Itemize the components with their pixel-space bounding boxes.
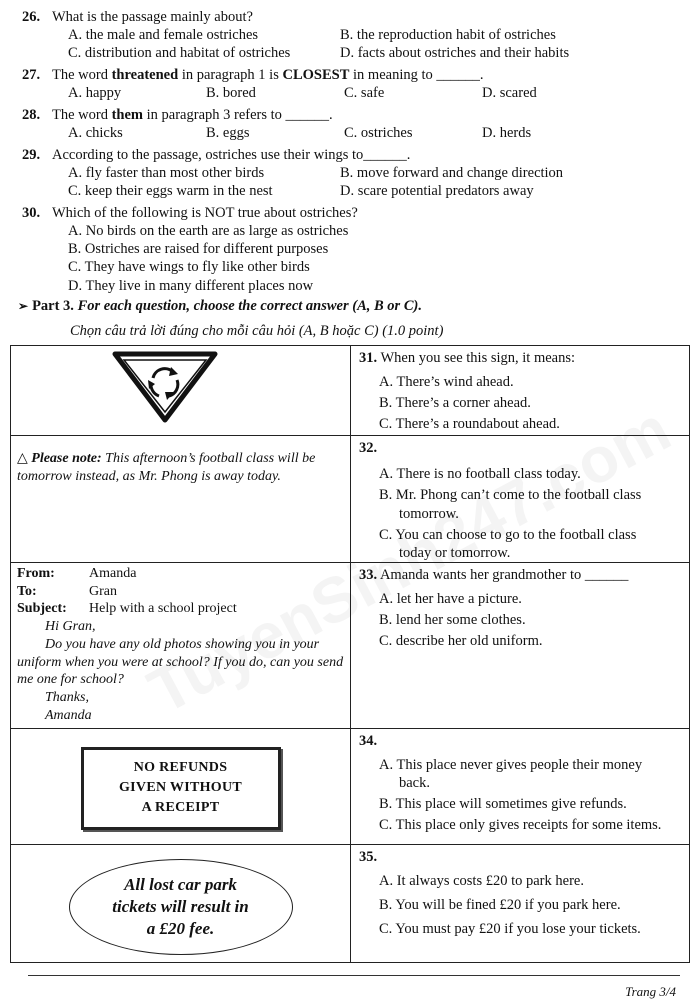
table-row — [11, 436, 690, 563]
part3-instruction: For each question, choose the correct answer (A, B or C). — [77, 298, 422, 314]
email: From: Amanda To: Gran Subject: Help with a school project Hi Gran, Do you have any old photos showing you in your uniform when you were at school? If you do, can you send me one for school? Thanks, Amanda — [17, 565, 344, 723]
option-d[interactable]: D. They live in many different places now — [68, 277, 314, 294]
sign-cell — [11, 728, 351, 844]
sign-cell — [11, 346, 351, 436]
footer-divider — [28, 975, 680, 976]
option-a[interactable]: A. chicks — [68, 125, 123, 142]
question-number: 28. — [22, 107, 41, 123]
email-from: Amanda — [89, 565, 137, 581]
question-27: 27. The word threatened in paragraph 1 is CLOSEST in meaning to ______. A. happy B. bored C. safe D. scared — [22, 66, 682, 102]
question-stem: Which of the following is NOT true about ostriches? — [52, 205, 358, 221]
question-32 — [351, 436, 690, 563]
option-c[interactable]: C. You can choose to go to the football class today or tomorrow. — [379, 526, 637, 561]
email-closing: Thanks, — [45, 690, 89, 706]
option-b[interactable]: B. This place will sometimes give refunds. — [379, 796, 627, 813]
email-greeting: Hi Gran, — [45, 619, 96, 635]
keyword: CLOSEST — [282, 67, 350, 83]
part3-heading: ➢ Part 3. For each question, choose the correct answer (A, B or C). — [18, 298, 422, 314]
option-c[interactable]: C. describe her old uniform. — [379, 633, 543, 650]
notice-cell — [11, 436, 351, 563]
option-b[interactable]: B. bored — [206, 85, 256, 102]
option-c[interactable]: C. They have wings to fly like other birds — [68, 259, 310, 276]
table-row — [11, 844, 690, 962]
page-number: Trang 3/4 — [625, 984, 676, 999]
question-number: 26. — [22, 9, 41, 25]
option-c[interactable]: C. safe — [344, 85, 385, 102]
option-d[interactable]: D. scare potential predators away — [340, 183, 534, 200]
option-a[interactable]: A. It always costs £20 to park here. — [379, 873, 584, 889]
email-signature: Amanda — [45, 708, 92, 723]
question-stem: Amanda wants her grandmother to ______ — [379, 566, 629, 583]
option-a[interactable]: A. There’s wind ahead. — [379, 374, 514, 391]
question-31 — [351, 346, 690, 436]
question-26 — [22, 8, 682, 62]
option-c[interactable]: C. distribution and habitat of ostriches — [68, 45, 291, 62]
question-number: 34. — [359, 732, 378, 749]
no-refunds-sign: NO REFUNDS GIVEN WITHOUT A RECEIPT — [81, 747, 281, 830]
email-body: Do you have any old photos showing you in your uniform when you were at school? If you do, can you send me one for school? — [17, 636, 344, 688]
email-cell — [11, 562, 351, 728]
option-c[interactable]: C. keep their eggs warm in the nest — [68, 183, 273, 200]
roundabout-sign-icon — [11, 346, 350, 430]
question-29 — [22, 146, 682, 200]
car-park-sign: All lost car park tickets will result in a £20 fee. — [69, 859, 293, 955]
question-30 — [22, 204, 682, 295]
part3-vietnamese-instruction: Chọn câu trả lời đúng cho mỗi câu hỏi (A, B hoặc C) (1.0 point) — [70, 323, 444, 339]
note-text: This afternoon’s football class will be tomorrow instead, as Mr. Phong is away today. — [17, 451, 316, 485]
question-stem: According to the passage, ostriches use their wings to______. — [52, 147, 411, 163]
option-b[interactable]: B. eggs — [206, 125, 250, 142]
option-b[interactable]: B. lend her some clothes. — [379, 612, 526, 629]
keyword: threatened — [111, 67, 179, 83]
arrow-bullet-icon: ➢ — [18, 299, 29, 313]
question-number: 32. — [359, 440, 378, 457]
option-b[interactable]: B. move forward and change direction — [340, 165, 564, 182]
option-d[interactable]: D. facts about ostriches and their habits — [340, 45, 570, 62]
part3-table — [10, 345, 690, 963]
question-number: 27. — [22, 67, 41, 83]
option-d[interactable]: D. herds — [482, 125, 532, 142]
option-b[interactable]: B. You will be fined £20 if you park here. — [379, 897, 621, 914]
option-b[interactable]: B. Mr. Phong can’t come to the football class tomorrow. — [379, 487, 642, 522]
oval-sign-cell — [11, 844, 351, 962]
option-d[interactable]: D. scared — [482, 85, 537, 102]
question-stem: What is the passage mainly about? — [52, 9, 253, 25]
option-b[interactable]: B. There’s a corner ahead. — [379, 395, 531, 412]
option-a[interactable]: A. No birds on the earth are as large as ostriches — [68, 223, 349, 240]
question-number: 29. — [22, 147, 41, 163]
question-number: 30. — [22, 205, 41, 221]
question-number: 31. — [359, 350, 378, 366]
option-c[interactable]: C. ostriches — [344, 125, 413, 142]
question-number: 33. — [359, 566, 378, 583]
option-c[interactable]: C. You must pay £20 if you lose your tickets. — [379, 921, 641, 938]
table-row — [11, 346, 690, 436]
option-a[interactable]: A. let her have a picture. — [379, 591, 522, 607]
option-a[interactable]: A. fly faster than most other birds — [68, 165, 265, 182]
option-c[interactable]: C. There’s a roundabout ahead. — [379, 416, 560, 433]
option-a[interactable]: A. happy — [68, 85, 122, 102]
option-a[interactable]: A. There is no football class today. — [379, 466, 581, 483]
table-row — [11, 562, 690, 728]
option-b[interactable]: B. Ostriches are raised for different purposes — [68, 241, 329, 258]
option-c[interactable]: C. This place only gives receipts for some items. — [379, 817, 662, 834]
email-subject: Help with a school project — [89, 601, 237, 617]
table-row — [11, 728, 690, 844]
warning-triangle-icon: △ — [17, 451, 28, 467]
question-number: 35. — [359, 848, 378, 865]
question-35 — [351, 844, 690, 962]
email-to: Gran — [89, 583, 117, 599]
question-stem: When you see this sign, it means: — [380, 350, 576, 366]
keyword: them — [111, 107, 144, 123]
option-a[interactable]: A. the male and female ostriches — [68, 27, 259, 44]
note-label: Please note: — [31, 451, 102, 467]
question-34 — [351, 728, 690, 844]
option-a[interactable]: A. This place never gives people their money back. — [379, 757, 643, 792]
question-28: 28. The word them in paragraph 3 refers to ______. A. chicks B. eggs C. ostriches D. herds — [22, 106, 682, 142]
option-b[interactable]: B. the reproduction habit of ostriches — [340, 27, 556, 44]
question-33 — [351, 562, 690, 728]
